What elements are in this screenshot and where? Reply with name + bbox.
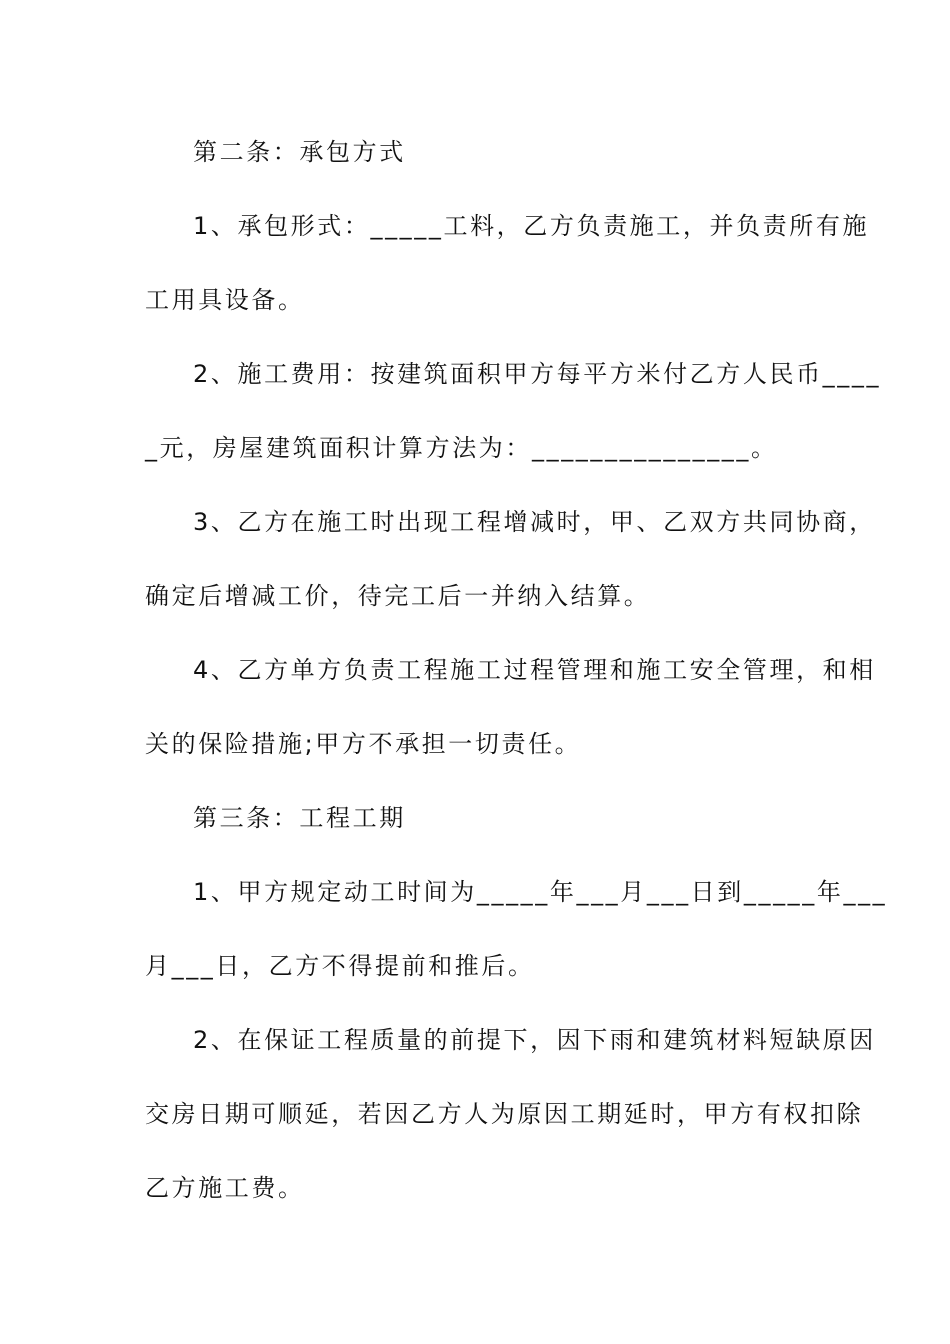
section-heading-contract-method: 第二条：承包方式 [193, 138, 406, 166]
clause-text: 月___日，乙方不得提前和推后。 [145, 952, 535, 980]
clause-text: 工用具设备。 [145, 286, 305, 314]
clause-text: 4、乙方单方负责工程施工过程管理和施工安全管理，和相 [193, 656, 876, 684]
clause-text: _元，房屋建筑面积计算方法为：_______________。 [145, 434, 778, 462]
clause-text: 3、乙方在施工时出现工程增减时，甲、乙双方共同协商， [193, 508, 876, 536]
section-heading-schedule: 第三条：工程工期 [193, 804, 406, 832]
clause-text: 2、在保证工程质量的前提下，因下雨和建筑材料短缺原因 [193, 1026, 876, 1054]
clause-text: 关的保险措施;甲方不承担一切责任。 [145, 730, 582, 758]
clause-text: 1、甲方规定动工时间为_____年___月___日到_____年___ [193, 878, 888, 906]
clause-text: 2、施工费用：按建筑面积甲方每平方米付乙方人民币____ [193, 360, 882, 388]
clause-text: 确定后增减工价，待完工后一并纳入结算。 [145, 582, 651, 610]
clause-text: 交房日期可顺延，若因乙方人为原因工期延时，甲方有权扣除 [145, 1100, 864, 1128]
clause-text: 1、承包形式：_____工料，乙方负责施工，并负责所有施 [193, 212, 870, 240]
clause-text: 乙方施工费。 [145, 1174, 305, 1202]
